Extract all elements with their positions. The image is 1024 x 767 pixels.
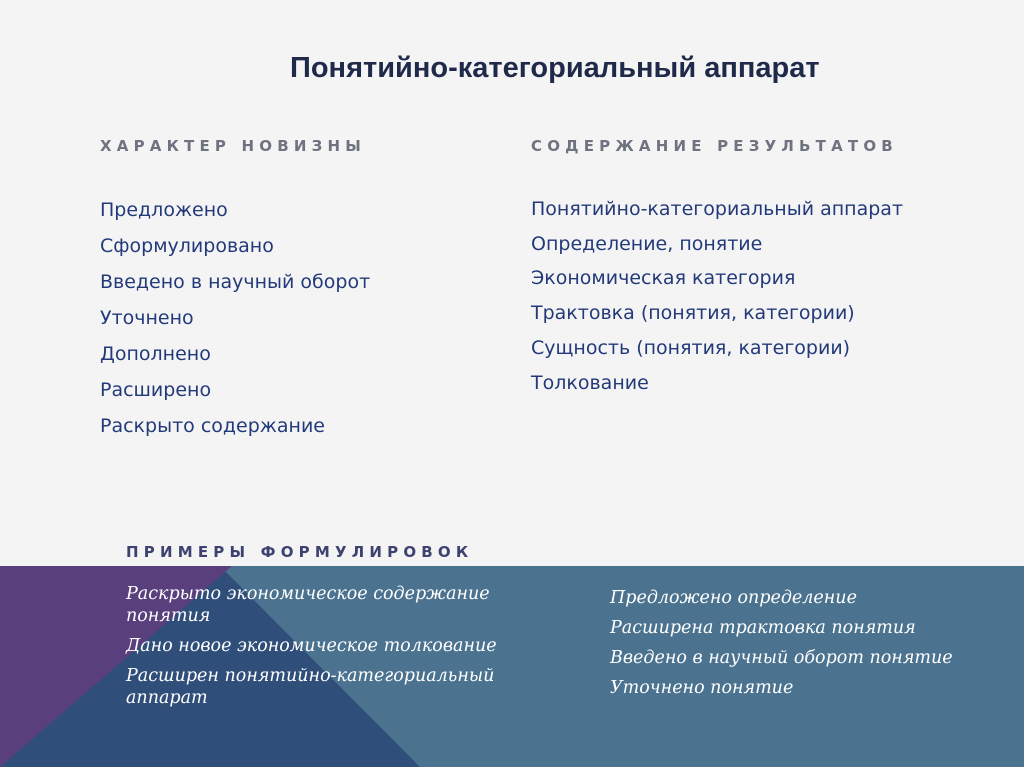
- novelty-item: Расширено: [100, 379, 212, 401]
- results-item: Понятийно-категориальный аппарат: [531, 198, 904, 220]
- results-item: Сущность (понятия, категории): [531, 336, 851, 359]
- examples-right-list: [610, 583, 1010, 703]
- novelty-item: Сформулировано: [100, 235, 274, 257]
- novelty-list: [100, 192, 370, 444]
- example-item: Уточнено понятие: [610, 678, 794, 698]
- novelty-item: Дополнено: [100, 343, 211, 365]
- slide-title: Понятийно-категориальный аппарат: [290, 52, 820, 84]
- examples-heading: ПРИМЕРЫ ФОРМУЛИРОВОК: [126, 543, 474, 561]
- results-item: Толкование: [531, 371, 649, 394]
- example-item: Расширена трактовка понятия: [610, 618, 916, 638]
- example-item: Раскрыто экономическое содержание понятия: [126, 584, 490, 626]
- novelty-item: Раскрыто содержание: [100, 415, 325, 437]
- examples-left-list: [126, 583, 546, 717]
- results-item: Экономическая категория: [531, 267, 796, 290]
- novelty-item: Уточнено: [100, 307, 194, 329]
- example-item: Предложено определение: [610, 588, 857, 608]
- results-heading: СОДЕРЖАНИЕ РЕЗУЛЬТАТОВ: [531, 137, 898, 155]
- example-item: Дано новое экономическое толкование: [126, 636, 497, 656]
- results-list: [531, 192, 903, 400]
- example-item: Расширен понятийно-категориальный аппарат: [126, 666, 495, 708]
- example-item: Введено в научный оборот понятие: [610, 648, 953, 668]
- novelty-heading: ХАРАКТЕР НОВИЗНЫ: [100, 137, 366, 155]
- novelty-item: Предложено: [100, 199, 228, 221]
- results-item: Трактовка (понятия, категории): [531, 302, 855, 325]
- results-item: Определение, понятие: [531, 232, 763, 255]
- novelty-item: Введено в научный оборот: [100, 271, 371, 293]
